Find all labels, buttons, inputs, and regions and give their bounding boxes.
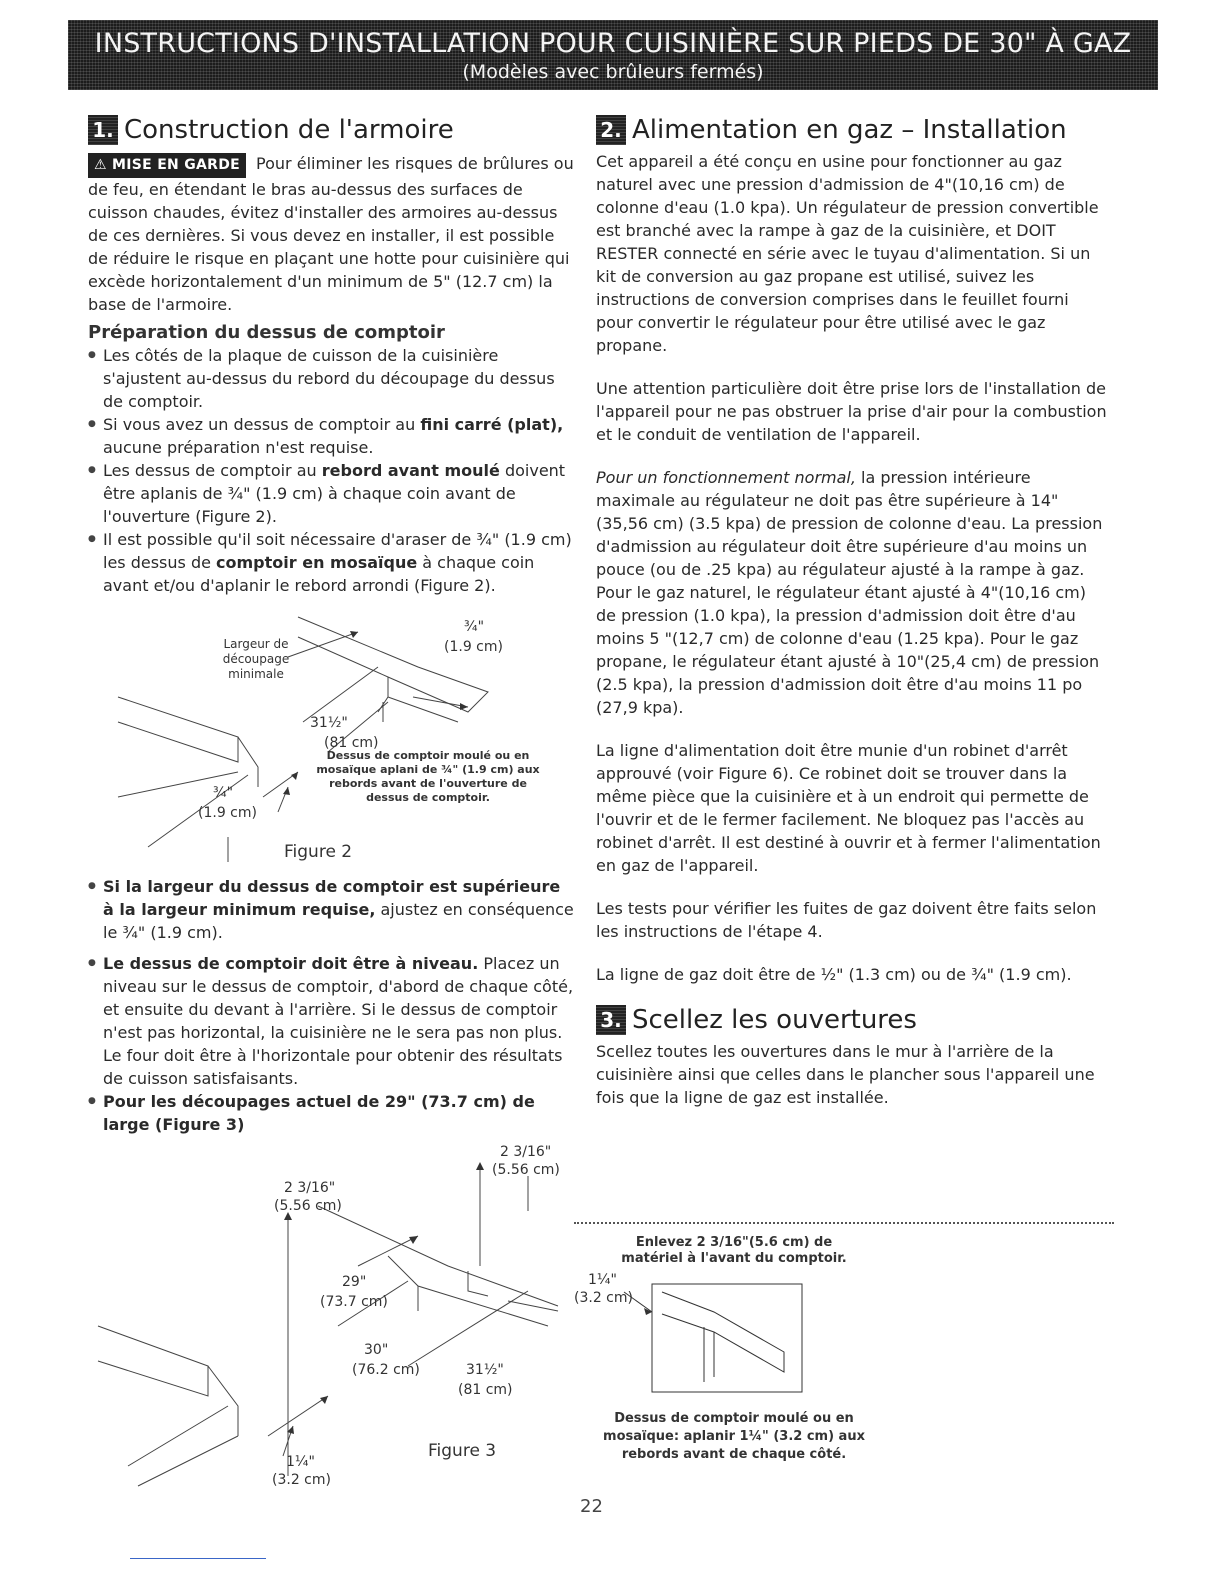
paragraph-text: la pression intérieure maximale au régulateur ne doit pas être supérieure à 14"(35,56 cm) (3.5 kpa) de pression de colonne d'eau. La pression d'admission au régulateur doit être supérieure d'au moins un pouce (ou de .25 kpa) au régulateur ajusté à la rampe à gaz. Pour le gaz naturel, le régulateur étant ajusté à 4"(10,16 cm) de pression (1.0 kpa), la pression d'admission doit être d'au moins 5 "(12,7 cm) de colonne d'eau (1.25 kpa). Pour le gaz propane, le régulateur étant ajusté à 10"(25,4 cm) de pression (2.5 kpa), la pression d'admission doit être d'au moins 11 po (27,9 kpa).	[596, 468, 1103, 717]
page-title: INSTRUCTIONS D'INSTALLATION POUR CUISINIÈRE SUR PIEDS DE 30" À GAZ	[94, 28, 1132, 59]
list-item-text: Les dessus de comptoir au	[103, 461, 322, 480]
list-item	[88, 413, 576, 459]
paragraph: La ligne de gaz doit être de ½" (1.3 cm) ou de ¾" (1.9 cm).	[596, 965, 1072, 984]
footer-line	[130, 1558, 266, 1559]
prep-heading: Préparation du dessus de comptoir	[88, 322, 445, 343]
paragraph: La ligne d'alimentation doit être munie d'un robinet d'arrêt approuvé (voir Figure 6). Ce robinet doit se trouver dans la même pièce que la cuisinière et à un endroit qui permette de l'ouvrir et de le fermer facilement. Ne bloquez pas l'accès au robinet d'arrêt. Il est destiné à ouvrir et à fermer l'alimentation en gaz de l'appareil.	[596, 741, 1101, 875]
fig3-label-556-right: (5.56 cm)	[492, 1162, 560, 1178]
section-title: Construction de l'armoire	[124, 115, 454, 145]
figure-3-caption: Figure 3	[428, 1441, 497, 1461]
list-item-bold: rebord avant moulé	[321, 461, 500, 480]
paragraph: Les tests pour vérifier les fuites de gaz doivent être faits selon les instructions de l'étape 4.	[596, 899, 1097, 941]
list-item-text: doivent être aplanis de ¾" (1.9 cm) à chaque coin avant de l'ouverture (Figure 2).	[103, 461, 566, 526]
section-title: Scellez les ouvertures	[632, 1005, 917, 1035]
fig3-label-2316-right: 2 3/16"	[500, 1144, 552, 1160]
figure-2-diagram	[88, 597, 576, 875]
fig4-bottom-note: Dessus de comptoir moulé ou en	[614, 1411, 854, 1426]
fig2-label-width: découpage	[222, 652, 290, 666]
warning-text: Pour éliminer les risques de brûlures ou de feu, en étendant le bras au-dessus des surfaces de cuisson chaudes, évitez d'installer des armoires au-dessus de ces dernières. Si vous devez en installer, il est possible de réduire le risque en plaçant une hotte pour cuisinière qui excède horizontalement d'un minimum de 5" (12.7 cm) la base de l'armoire.	[88, 154, 574, 314]
section-number-badge: 1.	[88, 115, 118, 145]
fig3-label-114: 1¼"	[286, 1454, 315, 1470]
fig2-label-34-top: ¾"	[464, 619, 485, 635]
list-item-text: à chaque coin avant et/ou d'aplanir le rebord arrondi (Figure 2).	[103, 553, 535, 595]
fig3-label-556-left: (5.56 cm)	[274, 1198, 342, 1214]
list-item	[88, 952, 576, 1090]
warning-badge: ⚠ MISE EN GARDE	[88, 153, 246, 178]
section-number-badge: 3.	[596, 1005, 626, 1035]
list-item-bold: Si la largeur du dessus de comptoir est supérieure à la largeur minimum requise,	[103, 877, 561, 919]
list-item-bold: comptoir en mosaïque	[216, 553, 418, 572]
fig2-label-19-top: (1.9 cm)	[444, 639, 503, 655]
fig2-note: dessus de comptoir.	[366, 791, 490, 804]
list-item-bold: Pour les découpages actuel de 29" (73.7 cm) de large (Figure 3)	[103, 1092, 535, 1134]
warning-paragraph	[88, 152, 576, 316]
section-title: Alimentation en gaz – Installation	[632, 115, 1067, 145]
list-item-text: Placez un niveau sur le dessus de comptoir, d'abord de chaque côté, et ensuite du devant à l'arrière. Si le dessus de comptoir n'est pas horizontal, la cuisinière ne le sera pas non plus. Le four doit être à l'horizontale pour obtenir des résultats de cuisson satisfaisants.	[103, 954, 574, 1088]
paragraph-italic: Pour un fonctionnement normal,	[596, 468, 856, 487]
fig2-note: Dessus de comptoir moulé ou en	[326, 749, 530, 762]
fig3-label-30: 30"	[364, 1342, 389, 1358]
list-item-bold: Le dessus de comptoir doit être à niveau.	[103, 954, 479, 973]
fig2-label-315: 31½"	[310, 715, 348, 731]
section-3-heading	[596, 1000, 1110, 1040]
section-1-heading	[88, 110, 576, 150]
fig2-label-width: minimale	[228, 667, 284, 681]
fig3-label-32: (3.2 cm)	[272, 1472, 331, 1488]
fig3-label-315: 31½"	[466, 1362, 504, 1378]
list-item-text: Si vous avez un dessus de comptoir au	[103, 415, 421, 434]
fig4-bottom-note: rebords avant de chaque côté.	[621, 1447, 847, 1462]
header-banner	[68, 20, 1158, 90]
fig2-note: mosaïque aplani de ¾" (1.9 cm) aux	[316, 763, 540, 776]
section-2-heading	[596, 110, 1110, 150]
fig4-label-32: (3.2 cm)	[574, 1290, 633, 1306]
fig2-label-19-bot: (1.9 cm)	[198, 805, 257, 821]
list-item-text: Les côtés de la plaque de cuisson de la cuisinière s'ajustent au-dessus du rebord du découpage du dessus de comptoir.	[103, 346, 555, 411]
divider	[574, 1222, 1114, 1224]
fig3-label-81: (81 cm)	[458, 1382, 513, 1398]
left-column	[88, 110, 576, 1496]
section-number-badge: 2.	[596, 115, 626, 145]
list-item	[88, 875, 576, 944]
fig3-label-2316-left: 2 3/16"	[284, 1180, 336, 1196]
fig4-bottom-note: mosaïque: aplanir 1¼" (3.2 cm) aux	[603, 1429, 865, 1444]
list-item	[88, 344, 576, 413]
paragraph: Cet appareil a été conçu en usine pour fonctionner au gaz naturel avec une pression d'admission de 4"(10,16 cm) de colonne d'eau (1.0 kpa). Un régulateur de pression convertible est branché avec la rampe à gaz de la cuisinière, et DOIT RESTER connecté en série avec le tuyau d'alimentation. Si un kit de conversion au gaz propane est utilisé, suivez les instructions de conversion comprises dans le feuillet fourni pour convertir le régulateur pour être utilisé avec le gaz propane.	[596, 152, 1099, 355]
fig2-note: rebords avant de l'ouverture de	[329, 777, 527, 790]
level-list	[88, 875, 576, 1136]
fig2-label-81: (81 cm)	[324, 735, 379, 751]
paragraph	[596, 466, 1110, 719]
right-column	[596, 110, 1110, 1109]
figure-4-diagram	[574, 1232, 1114, 1468]
prep-list	[88, 344, 576, 597]
list-item	[88, 459, 576, 528]
paragraph: Une attention particulière doit être prise lors de l'installation de l'appareil pour ne pas obstruer la prise d'air pour la combustion et le conduit de ventilation de l'appareil.	[596, 379, 1107, 444]
list-item	[88, 528, 576, 597]
fig3-label-737: (73.7 cm)	[320, 1294, 388, 1310]
list-item-text: aucune préparation n'est requise.	[103, 438, 374, 457]
list-item-text: Il est possible qu'il soit nécessaire d'araser de ¾" (1.9 cm) les dessus de	[103, 530, 572, 572]
page-number: 22	[580, 1496, 603, 1517]
fig2-label-width: Largeur de	[223, 637, 289, 651]
fig3-label-29: 29"	[342, 1274, 367, 1290]
fig4-label-114: 1¼"	[588, 1272, 617, 1288]
figure-3-diagram	[88, 1136, 576, 1496]
fig3-label-762: (76.2 cm)	[352, 1362, 420, 1378]
fig4-top-note: Enlevez 2 3/16"(5.6 cm) de	[635, 1235, 833, 1250]
page-subtitle: (Modèles avec brûleurs fermés)	[462, 61, 764, 83]
list-item-bold: fini carré (plat),	[420, 415, 564, 434]
warning-label: MISE EN GARDE	[112, 157, 241, 173]
figure-2-caption: Figure 2	[284, 842, 353, 862]
list-item-text: ajustez en conséquence le ¾" (1.9 cm).	[103, 900, 574, 942]
fig4-top-note: matériel à l'avant du comptoir.	[621, 1251, 847, 1266]
fig2-label-34-bot: ¾"	[213, 785, 234, 801]
paragraph: Scellez toutes les ouvertures dans le mur à l'arrière de la cuisinière ainsi que celles dans le plancher sous l'appareil une fois que la ligne de gaz est installée.	[596, 1042, 1095, 1107]
list-item	[88, 1090, 576, 1136]
